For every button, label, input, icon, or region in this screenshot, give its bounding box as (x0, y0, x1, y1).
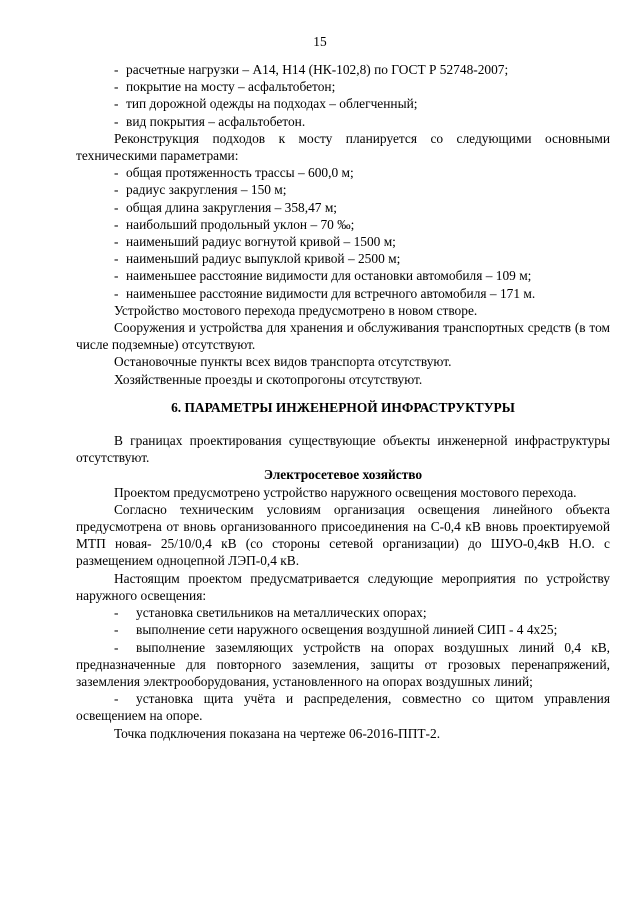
subsection-heading: Электросетевое хозяйство (263, 467, 423, 483)
paragraph-reconstruction: Реконструкция подходов к мосту планируется со следующими основными техническими параметрами: (76, 130, 610, 164)
page-content (76, 61, 610, 742)
list-dash: - (114, 268, 119, 284)
list-item: - выполнение заземляющих устройств на опорах воздушных линий 0,4 кВ, предназначенные для повторного заземления, защиты от грозовых перенапряжений, заземления электрооборудования, установленного на опорах воздушных линий; (76, 639, 610, 689)
section-heading: 6. ПАРАМЕТРЫ ИНЖЕНЕРНОЙ ИНФРАСТРУКТУРЫ (171, 399, 515, 415)
list-dash: - (114, 182, 119, 198)
paragraph-measures: Настоящим проектом предусматривается следующие мероприятия по устройству наружного освещения: (76, 570, 610, 603)
paragraph-farm-roads: Хозяйственные проезды и скотопрогоны отсутствуют. (114, 371, 423, 387)
list-item: - общая длина закругления – 358,47 м; (114, 199, 338, 215)
list-item: - покрытие на мосту – асфальтобетон; (114, 79, 336, 95)
list-item: - общая протяженность трассы – 600,0 м; (114, 165, 354, 181)
paragraph-technical-conditions: Согласно техническим условиям организация освещения линейного объекта предусмотрена от вновь организованного присоединения на С-0,4 кВ вновь проектируемой МТП новая- 25/10/0,4 кВ (со стороны сетевой организации) до ШУО-0,4кВ Н.О. с размещением одноцепной ЛЭП-0,4 кВ. (76, 501, 610, 569)
list-dash: - (114, 79, 119, 95)
list-dash: - (114, 234, 119, 250)
list-item: - расчетные нагрузки – А14, Н14 (НК-102,8) по ГОСТ Р 52748-2007; (114, 62, 509, 77)
list-dash: - (114, 199, 119, 215)
list-item: - вид покрытия – асфальтобетон. (114, 113, 306, 129)
page-number: 15 (313, 34, 327, 49)
list-dash: - (114, 113, 119, 129)
list-dash: - (114, 165, 119, 181)
list-item: - наименьшее расстояние видимости для встречного автомобиля – 171 м. (114, 285, 536, 301)
paragraph-boundaries: В границах проектирования существующие объекты инженерной инфраструктуры отсутствуют. (76, 433, 610, 466)
list-dash: - (114, 691, 119, 707)
list-item: - выполнение сети наружного освещения воздушной линией СИП - 4 4х25; (114, 622, 558, 638)
list-item: - наименьший радиус вогнутой кривой – 1500 м; (114, 234, 396, 250)
list-item: - установка щита учёта и распределения, совместно со щитом управления освещением на опоре. (76, 691, 610, 724)
list-item: - тип дорожной одежды на подходах – облегченный; (114, 96, 418, 112)
list-dash: - (114, 285, 119, 301)
paragraph-lighting: Проектом предусмотрено устройство наружного освещения мостового перехода. (114, 484, 577, 500)
list-dash: - (114, 216, 119, 232)
paragraph-stops: Остановочные пункты всех видов транспорта отсутствуют. (114, 354, 452, 370)
list-dash: - (114, 622, 119, 638)
list-dash: - (114, 96, 119, 112)
list-item: - наименьший радиус выпуклой кривой – 2500 м; (114, 251, 401, 267)
paragraph-storage: Сооружения и устройства для хранения и обслуживания транспортных средств (в том числе подземные) отсутствуют. (76, 320, 610, 353)
list-dash: - (114, 251, 119, 267)
list-item: - наименьшее расстояние видимости для остановки автомобиля – 109 м; (114, 268, 532, 284)
paragraph-bridge: Устройство мостового перехода предусмотрено в новом створе. (114, 302, 478, 318)
paragraph-connection-point: Точка подключения показана на чертеже 06-2016-ППТ-2. (114, 725, 441, 741)
list-dash: - (114, 605, 119, 621)
list-item: - наибольший продольный уклон – 70 ‰; (114, 216, 355, 232)
list-item: - установка светильников на металлических опорах; (114, 605, 427, 621)
list-dash: - (114, 639, 119, 655)
list-item: - радиус закругления – 150 м; (114, 182, 287, 198)
list-dash: - (114, 62, 119, 77)
